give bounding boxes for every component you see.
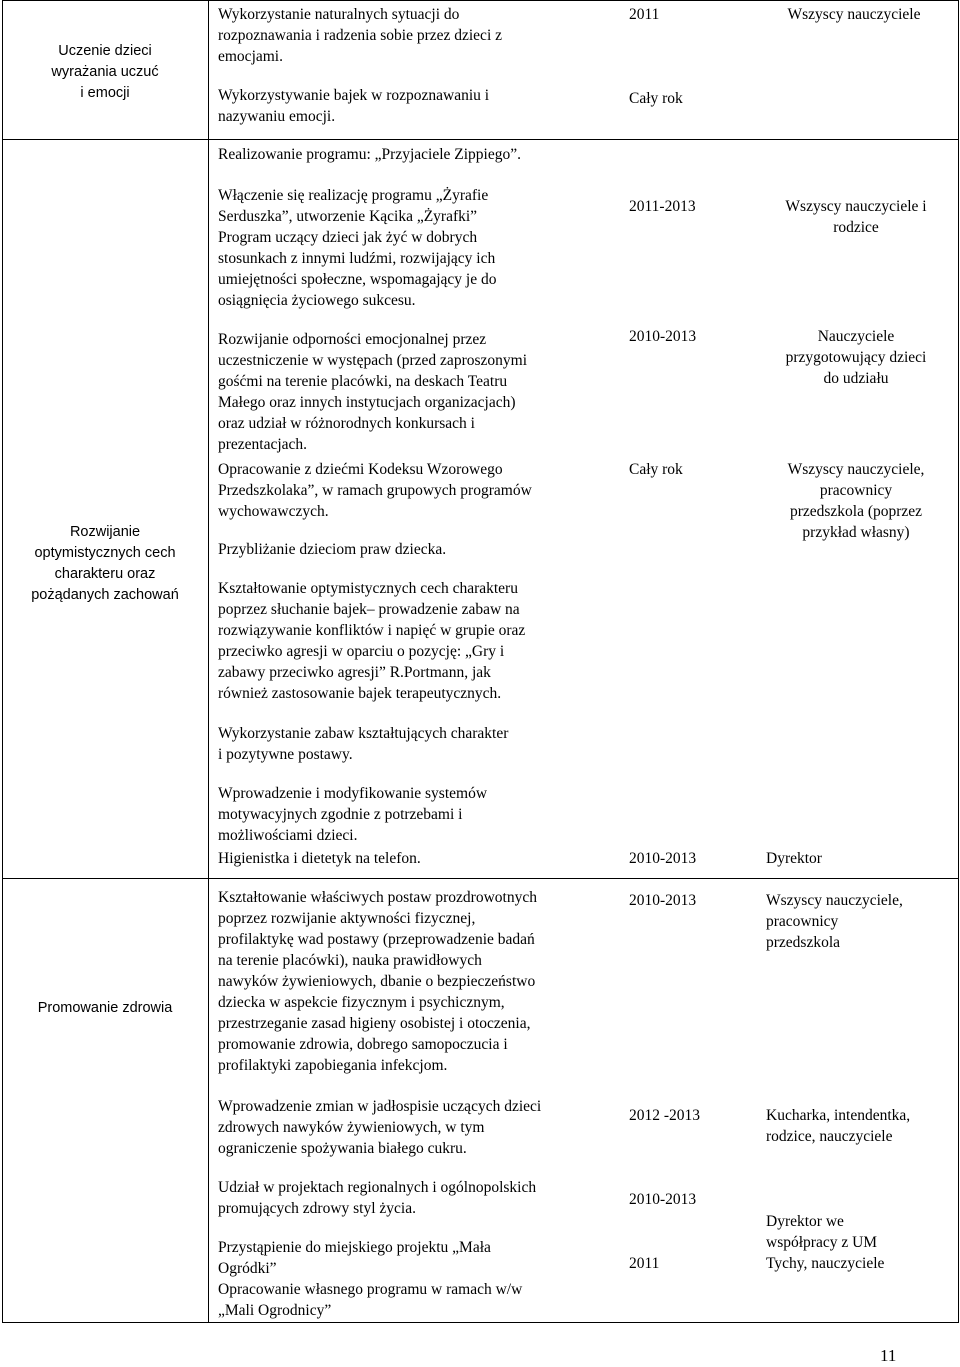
task-text: wychowawczych. xyxy=(218,503,329,520)
task-text: nawyków żywieniowych, dbanie o bezpieczeństwo xyxy=(218,973,536,990)
category-label: Uczenie dzieci xyxy=(58,43,152,59)
responsible-text: przykład własny) xyxy=(802,524,910,541)
task-text: emocjami. xyxy=(218,48,283,65)
term-text: Cały rok xyxy=(629,90,683,107)
responsible-text: Dyrektor we xyxy=(766,1213,844,1230)
responsible-text: przedszkola xyxy=(766,934,841,951)
table-border-top xyxy=(2,0,959,1)
term-text: 2010-2013 xyxy=(629,1191,697,1208)
term-text: 2010-2013 xyxy=(629,328,697,345)
task-text: Przystąpienie do miejskiego projektu „Mała xyxy=(218,1239,491,1256)
task-text: Serduszka”, utworzenie Kącika „Żyrafki” xyxy=(218,208,478,225)
term-text: 2012 -2013 xyxy=(629,1107,701,1124)
responsible-text: przygotowujący dzieci xyxy=(785,349,927,366)
responsible-text: przedszkola (poprzez xyxy=(789,503,923,520)
task-text: profilaktyki zapobiegania infekcjom. xyxy=(218,1057,448,1074)
task-text: Kształtowanie właściwych postaw prozdrowotnych xyxy=(218,889,537,906)
task-text: gośćmi na terenie placówki, na deskach Teatru xyxy=(218,373,508,390)
task-text: zabawy przeciwko agresji” R.Portmann, jak xyxy=(218,664,491,681)
responsible-text: Tychy, nauczyciele xyxy=(766,1255,885,1272)
responsible-text: rodzice, nauczyciele xyxy=(766,1128,893,1145)
category-label: wyrażania uczuć xyxy=(51,64,159,80)
task-text: Włączenie się realizację programu „Żyrafie xyxy=(218,187,489,204)
category-label: Promowanie zdrowia xyxy=(37,1000,173,1016)
task-text: Ogródki” xyxy=(218,1260,277,1277)
responsible-text: do udziału xyxy=(823,370,889,387)
responsible-text: Wszyscy nauczyciele xyxy=(787,6,921,23)
task-text: Wykorzystywanie bajek w rozpoznawaniu i xyxy=(218,87,490,104)
term-text: 2011 xyxy=(629,1255,660,1272)
table-border-bottom xyxy=(2,1322,959,1323)
task-text: poprzez rozwijanie aktywności fizycznej, xyxy=(218,910,476,927)
task-text: promujących zdrowy styl życia. xyxy=(218,1200,416,1217)
task-text: uczestniczenie w występach (przed zaproszonymi xyxy=(218,352,528,369)
column-divider-category xyxy=(208,0,209,1323)
task-text: Opracowanie z dziećmi Kodeksu Wzorowego xyxy=(218,461,503,478)
responsible-text: rodzice xyxy=(833,219,879,236)
task-text: dziecka w aspekcie fizycznym i psychicznym, xyxy=(218,994,505,1011)
term-text: 2011-2013 xyxy=(629,198,696,215)
responsible-text: Kucharka, intendentka, xyxy=(766,1107,911,1124)
task-text: Przedszkolaka”, w ramach grupowych programów xyxy=(218,482,532,499)
category-label: optymistycznych cech xyxy=(34,545,176,561)
task-text: nazywaniu emocji. xyxy=(218,108,336,125)
task-text: motywacyjnych zgodnie z potrzebami i xyxy=(218,806,463,823)
task-text: ograniczenie spożywania białego cukru. xyxy=(218,1140,467,1157)
task-text: również zastosowanie bajek terapeutycznych. xyxy=(218,685,502,702)
task-text: Przybliżanie dzieciom praw dziecka. xyxy=(218,541,447,558)
section-divider xyxy=(2,139,959,140)
responsible-text: pracownicy xyxy=(819,482,893,499)
task-text: oraz udział w różnorodnych konkursach i xyxy=(218,415,475,432)
task-text: Kształtowanie optymistycznych cech charakteru xyxy=(218,580,518,597)
task-text: Wykorzystanie zabaw kształtujących charakter xyxy=(218,725,509,742)
task-text: prezentacjach. xyxy=(218,436,308,453)
category-label: pożądanych zachowań xyxy=(31,587,179,603)
task-text: na terenie placówki), nauka prawidłowych xyxy=(218,952,482,969)
task-text: przestrzeganie zasad higieny osobistej i otoczenia, xyxy=(218,1015,531,1032)
table-border-left xyxy=(2,0,3,1323)
task-text: stosunkach z innymi ludźmi, rozwijający ich xyxy=(218,250,496,267)
task-text: poprzez słuchanie bajek– prowadzenie zabaw na xyxy=(218,601,520,618)
page-number: 11 xyxy=(880,1346,897,1365)
task-text: Higienistka i dietetyk na telefon. xyxy=(218,850,421,867)
task-text: profilaktykę wad postawy (przeprowadzenie badań xyxy=(218,931,535,948)
responsible-text: Wszyscy nauczyciele i xyxy=(785,198,927,215)
responsible-text: pracownicy xyxy=(766,913,839,930)
task-text: Wprowadzenie i modyfikowanie systemów xyxy=(218,785,488,802)
task-text: możliwościami dzieci. xyxy=(218,827,358,844)
task-text: zdrowych nawyków żywieniowych, w tym xyxy=(218,1119,485,1136)
term-text: 2010-2013 xyxy=(629,850,697,867)
task-text: i pozytywne postawy. xyxy=(218,746,353,763)
category-label: Rozwijanie xyxy=(69,524,141,540)
task-text: Realizowanie programu: „Przyjaciele Zippiego”. xyxy=(218,146,521,163)
task-text: Udział w projektach regionalnych i ogólnopolskich xyxy=(218,1179,537,1196)
task-text: Małego oraz innych instytucjach organizacjach) xyxy=(218,394,516,411)
table-border-right xyxy=(958,0,959,1323)
task-text: osiągnięcia życiowego sukcesu. xyxy=(218,292,416,309)
task-text: umiejętności społeczne, wspomagający je do xyxy=(218,271,497,288)
task-text: przeciwko agresji w oparciu o pozycję: „Gry i xyxy=(218,643,505,660)
responsible-text: współpracy z UM xyxy=(766,1234,878,1251)
task-text: rozpoznawania i radzenia sobie przez dzieci z xyxy=(218,27,503,44)
term-text: 2011 xyxy=(629,6,660,23)
category-label: charakteru oraz xyxy=(54,566,156,582)
task-text: Opracowanie własnego programu w ramach w/w xyxy=(218,1281,523,1298)
section-divider xyxy=(2,878,959,879)
task-text: Program uczący dzieci jak żyć w dobrych xyxy=(218,229,478,246)
responsible-text: Dyrektor xyxy=(766,850,822,867)
task-text: rozwiązywanie konfliktów i napięć w grupie oraz xyxy=(218,622,526,639)
responsible-text: Nauczyciele xyxy=(817,328,895,345)
task-text: promowanie zdrowia, dobrego samopoczucia i xyxy=(218,1036,508,1053)
responsible-text: Wszyscy nauczyciele, xyxy=(787,461,925,478)
task-text: Wykorzystanie naturalnych sytuacji do xyxy=(218,6,460,23)
task-text: Rozwijanie odporności emocjonalnej przez xyxy=(218,331,487,348)
responsible-text: Wszyscy nauczyciele, xyxy=(766,892,903,909)
term-text: Cały rok xyxy=(629,461,683,478)
term-text: 2010-2013 xyxy=(629,892,697,909)
category-label: i emocji xyxy=(80,85,130,101)
task-text: „Mali Ogrodnicy” xyxy=(218,1302,332,1319)
task-text: Wprowadzenie zmian w jadłospisie uczących dzieci xyxy=(218,1098,542,1115)
